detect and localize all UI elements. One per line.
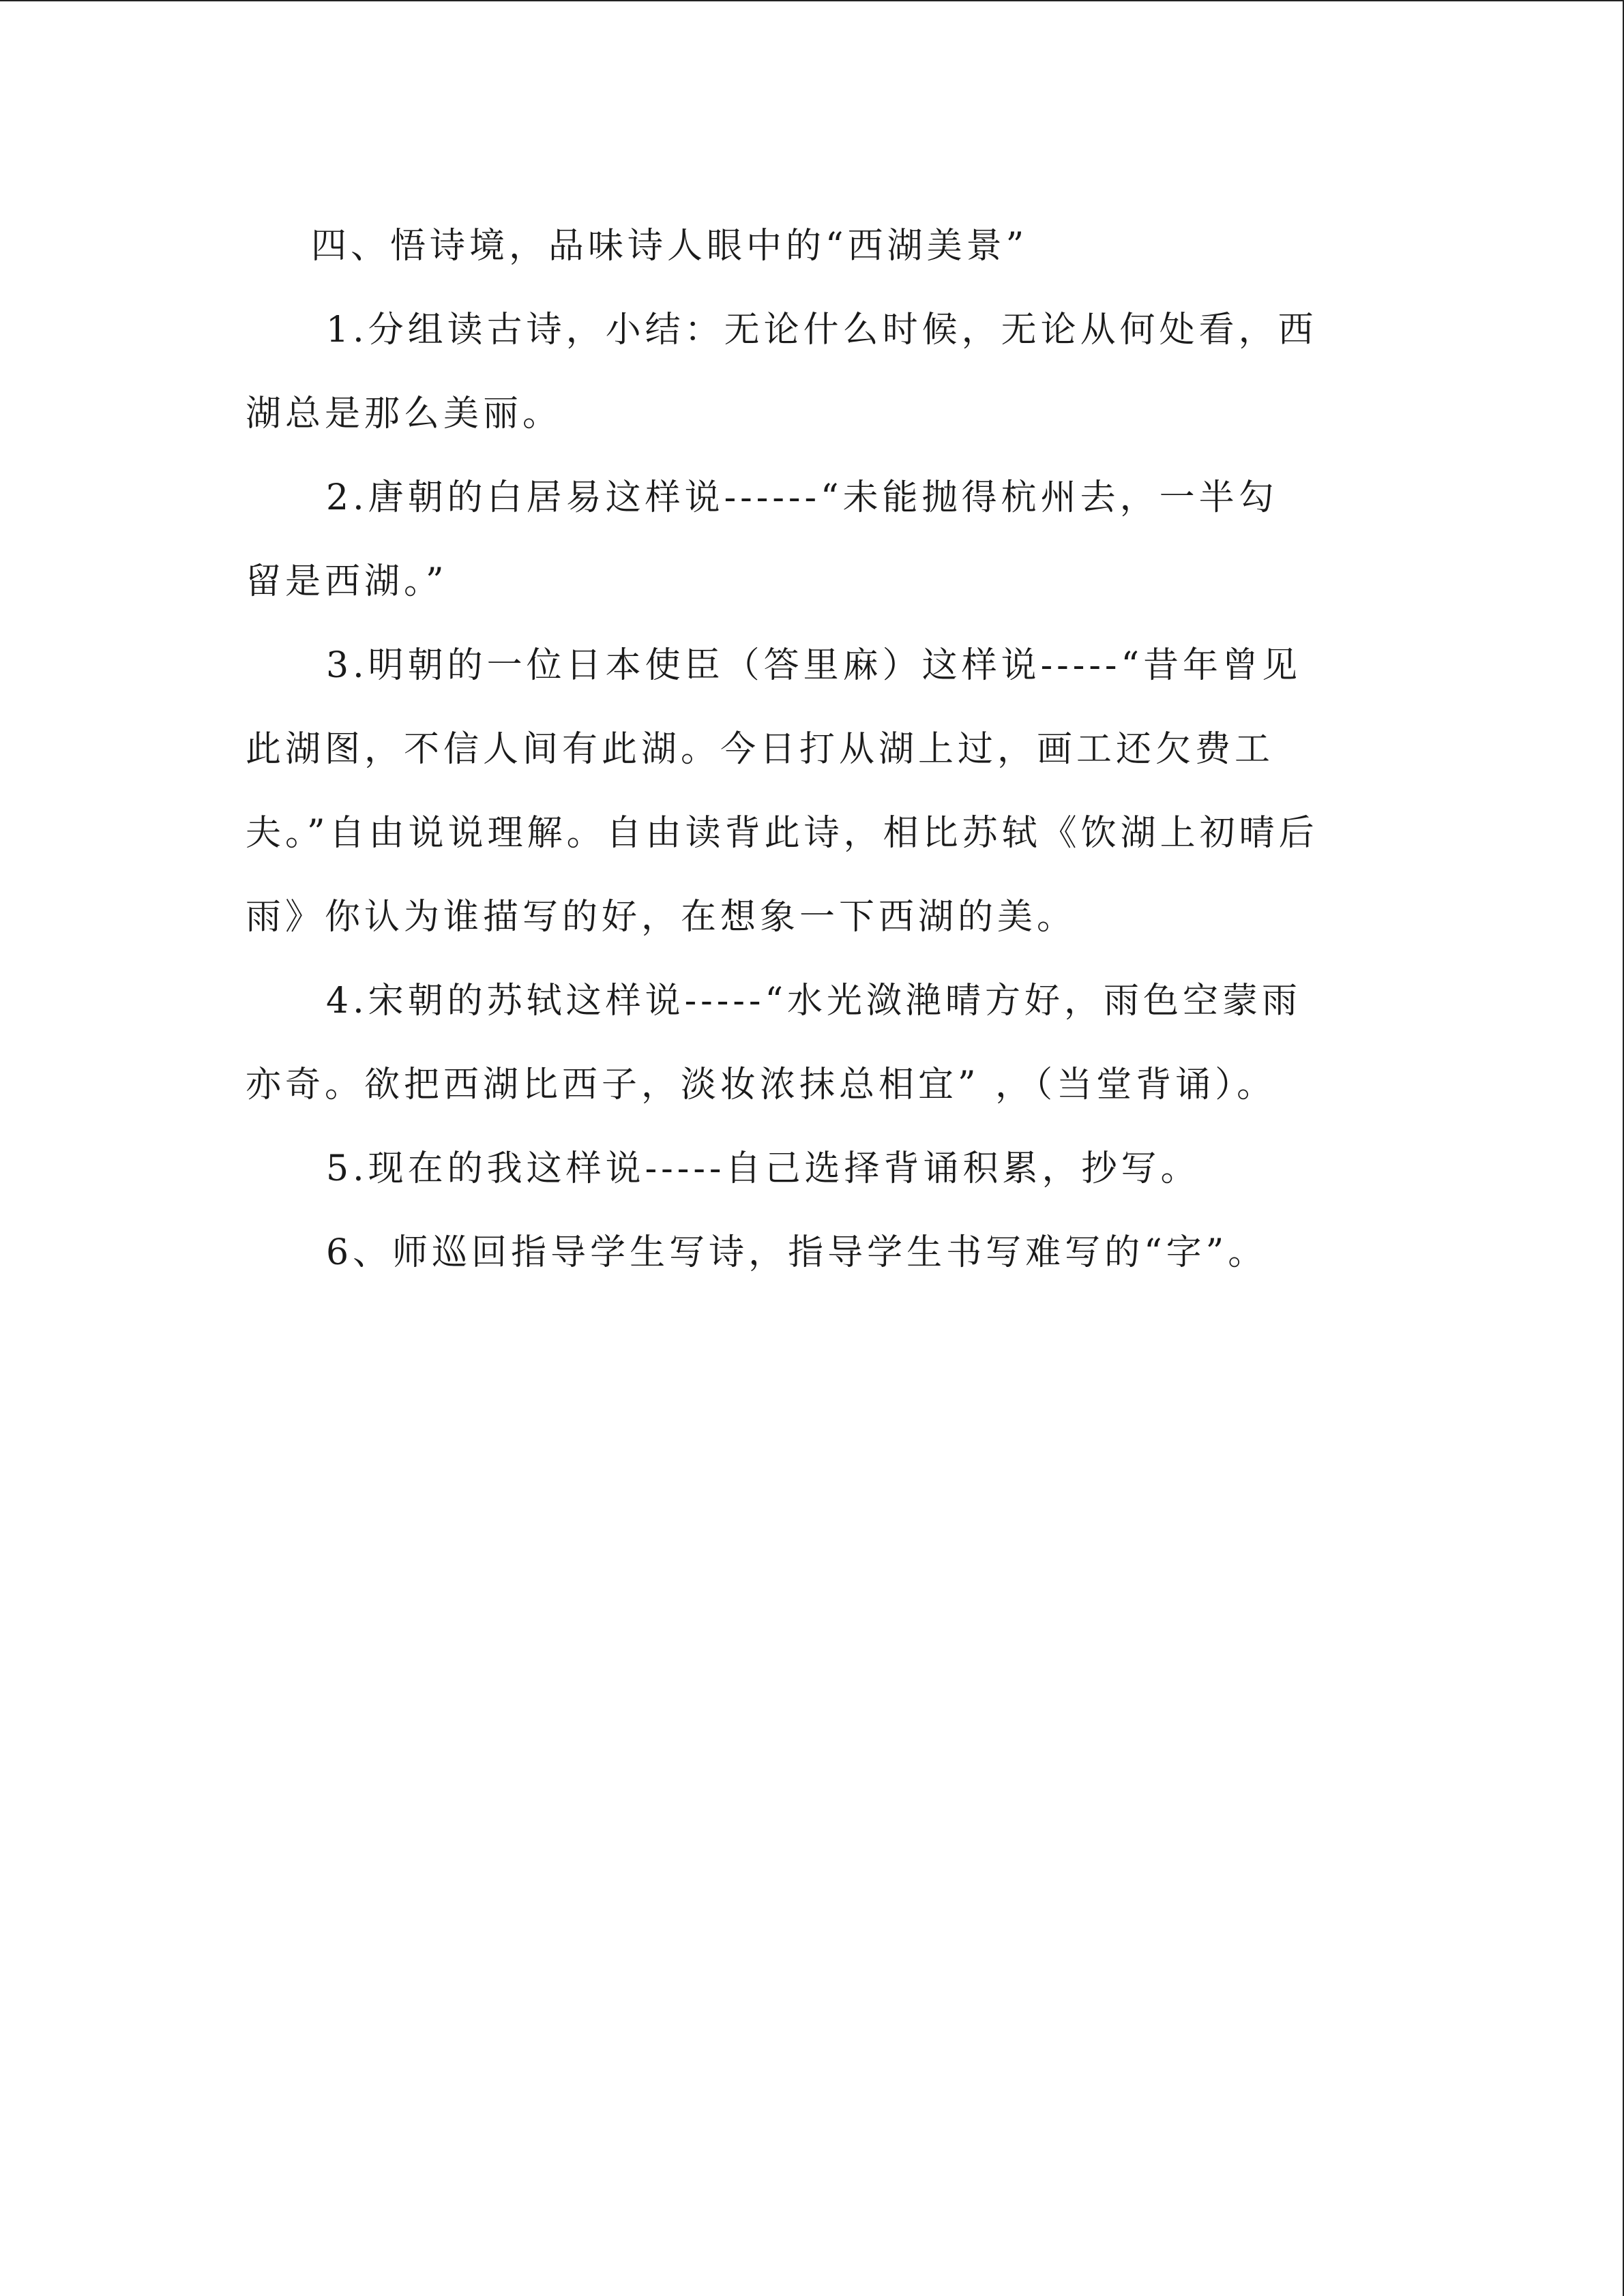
paragraph-line: 3.明朝的一位日本使臣（答里麻）这样说-----“昔年曾见 xyxy=(326,645,1302,686)
list-item xyxy=(246,288,1378,456)
list-item xyxy=(246,959,1378,1127)
list-item xyxy=(246,1211,1378,1295)
document-body xyxy=(246,205,1378,1295)
paragraph-line: 湖总是那么美丽。 xyxy=(246,393,563,434)
list-item xyxy=(246,624,1378,959)
paragraph-line: 4.宋朝的苏轼这样说-----“水光潋滟晴方好，雨色空蒙雨 xyxy=(326,981,1302,1022)
list-item xyxy=(246,456,1378,624)
paragraph-line: 亦奇。欲把西湖比西子，淡妆浓抹总相宜” ，（当堂背诵）。 xyxy=(246,1064,1277,1105)
paragraph-line: 2.唐朝的白居易这样说------“未能抛得杭州去，一半勾 xyxy=(326,477,1278,518)
section-heading: 四、悟诗境，品味诗人眼中的“西湖美景” xyxy=(311,226,1029,267)
paragraph-line: 5.现在的我这样说-----自己选择背诵积累，抄写。 xyxy=(326,1148,1200,1189)
paragraph-line: 此湖图，不信人间有此湖。今日打从湖上过，画工还欠费工 xyxy=(246,729,1275,770)
paragraph-line: 留是西湖。” xyxy=(246,561,448,602)
paragraph-line: 夫。”自由说说理解。自由读背此诗，相比苏轼《饮湖上初晴后 xyxy=(246,813,1318,854)
paragraph-line: 6、师巡回指导学生写诗，指导学生书写难写的“字”。 xyxy=(326,1232,1268,1273)
list-item xyxy=(246,1127,1378,1211)
paragraph-line: 雨》你认为谁描写的好，在想象一下西湖的美。 xyxy=(246,897,1077,938)
paragraph-line: 1.分组读古诗，小结：无论什么时候，无论从何处看，西 xyxy=(326,310,1318,351)
